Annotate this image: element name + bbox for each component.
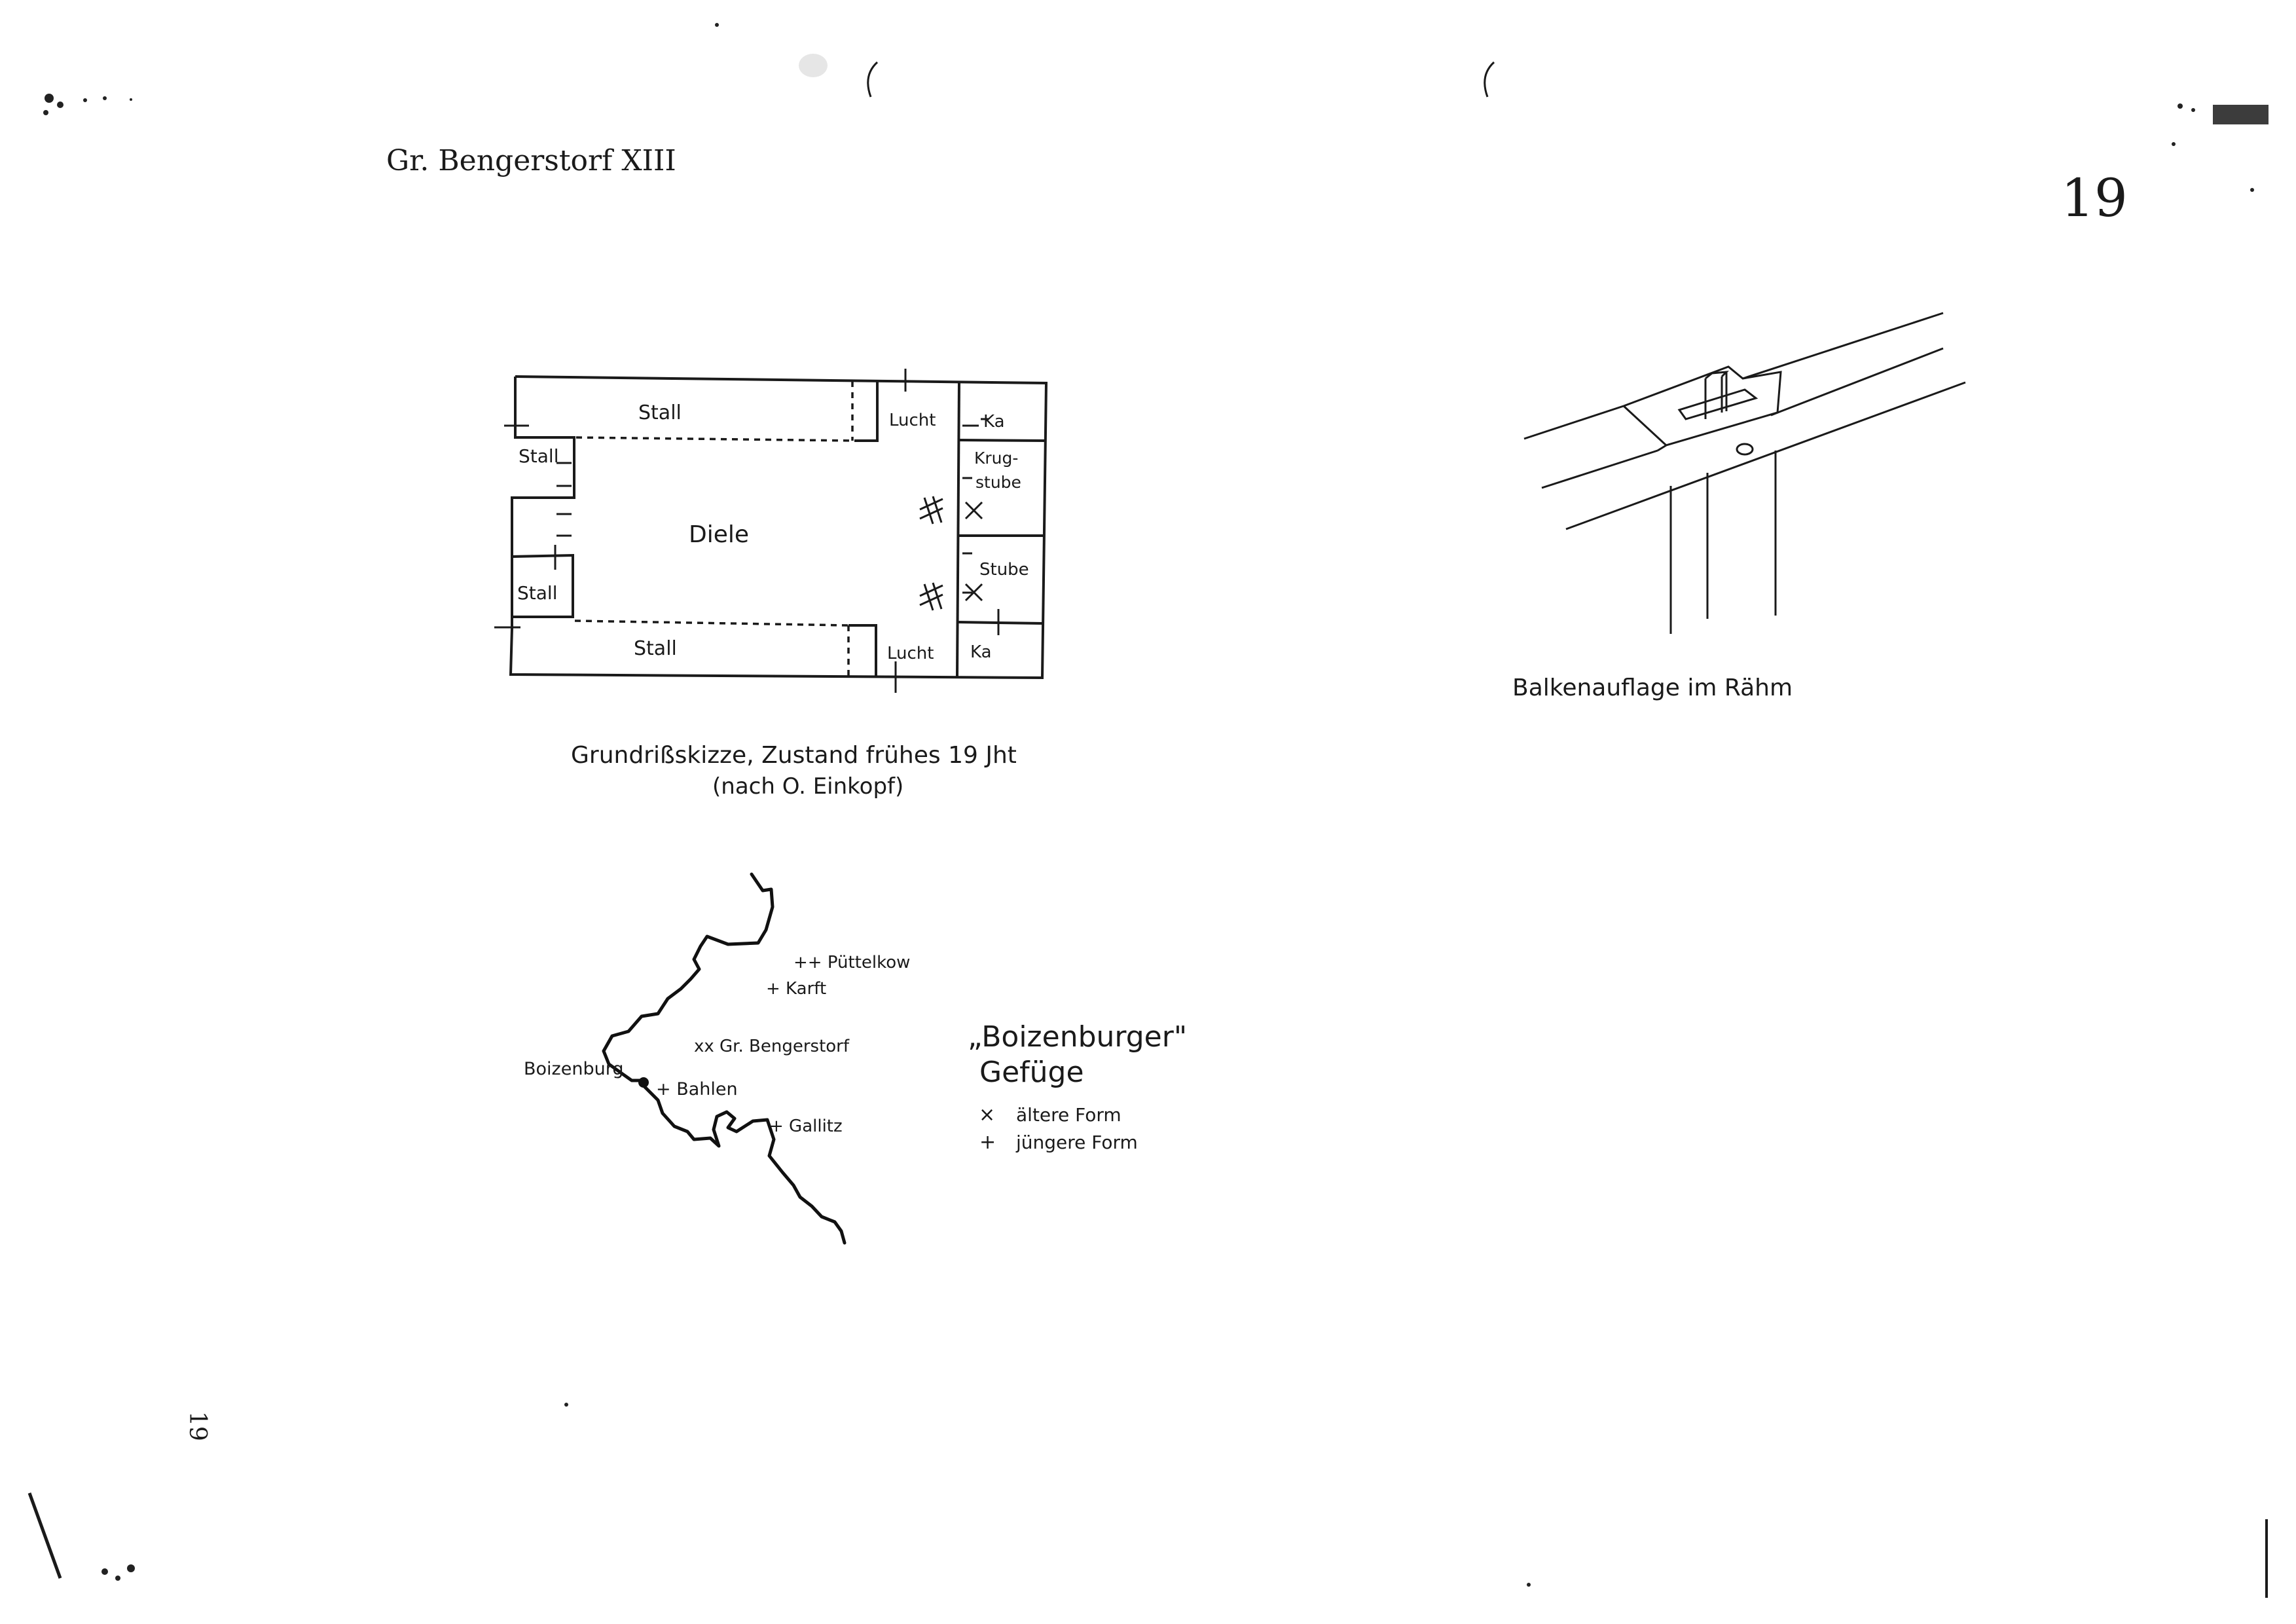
- room-label-stall-left-top: Stall: [519, 445, 559, 467]
- stall-partition: [854, 381, 877, 441]
- legend-younger-label: jüngere Form: [1016, 1132, 1138, 1153]
- room-label-stall-top: Stall: [638, 401, 682, 424]
- boizenburg-dot: [638, 1077, 649, 1088]
- legend-older-label: ältere Form: [1016, 1104, 1121, 1126]
- room-divider: [959, 440, 1046, 441]
- page-title: Gr. Bengerstorf XIII: [386, 144, 676, 177]
- scan-artifacts: [29, 23, 2269, 1598]
- beam-detail-caption: Balkenauflage im Rähm: [1512, 674, 1793, 701]
- room-label-stall-bottom: Stall: [634, 637, 677, 660]
- margin-page-number: 19: [184, 1411, 211, 1441]
- river-elbe-south: [645, 1087, 845, 1243]
- room-label-stube: Stube: [979, 560, 1029, 580]
- stall-partition-dashed: [576, 437, 854, 441]
- map: [524, 874, 910, 1243]
- room-divider: [958, 622, 1043, 623]
- page-number: 19: [2061, 168, 2128, 229]
- place-gr-bengerstorf: xx Gr. Bengerstorf: [694, 1037, 850, 1056]
- side-rooms-wall: [957, 382, 959, 676]
- room-label-krugstube: Krug-: [974, 449, 1019, 468]
- stall-partition: [848, 625, 876, 676]
- hearth-symbol: [920, 496, 982, 610]
- floor-plan: [494, 369, 1046, 693]
- legend-title-2: Gefüge: [979, 1056, 1084, 1089]
- outer-wall: [511, 377, 1046, 678]
- floor-plan-caption-source: (nach O. Einkopf): [712, 773, 904, 800]
- beam-detail-drawing: [1524, 313, 1965, 634]
- place-gallitz: + Gallitz: [769, 1116, 843, 1136]
- room-label-lucht-bottom: Lucht: [887, 644, 934, 663]
- room-label-lucht-top: Lucht: [889, 411, 936, 430]
- map-legend: [968, 1020, 1187, 1154]
- floor-plan-caption: Grundrißskizze, Zustand frühes 19 Jht: [571, 742, 1017, 769]
- room-label-krugstube-2: stube: [975, 473, 1021, 492]
- stall-partition-dashed: [575, 621, 848, 625]
- place-karft: + Karft: [766, 979, 827, 999]
- legend-older-symbol: ×: [979, 1103, 996, 1126]
- place-boizenburg: Boizenburg: [524, 1059, 624, 1079]
- legend-title: „Boizenburger": [968, 1020, 1188, 1054]
- legend-younger-symbol: +: [979, 1131, 996, 1154]
- room-label-ka-bottom: Ka: [970, 642, 992, 662]
- scan-mark: [1485, 62, 1494, 97]
- room-label-diele: Diele: [689, 521, 750, 548]
- room-label-ka-top: Ka: [983, 412, 1005, 432]
- scan-mark: [868, 62, 877, 97]
- place-puttelkow: ++ Püttelkow: [793, 953, 911, 972]
- room-label-stall-left-bottom: Stall: [517, 582, 558, 604]
- punch-hole-mark: [799, 54, 828, 77]
- place-bahlen: + Bahlen: [656, 1079, 738, 1099]
